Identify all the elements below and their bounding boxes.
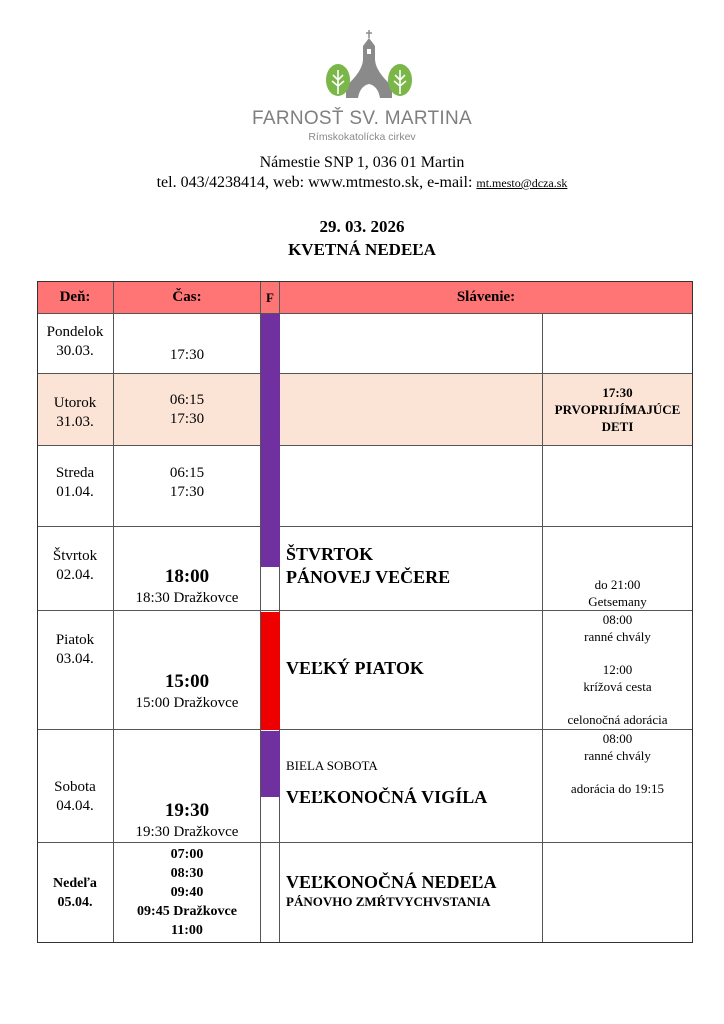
note-line: 08:00 bbox=[602, 731, 633, 746]
table-row-times bbox=[114, 314, 261, 374]
contact-text: tel. 043/4238414, web: www.mtmesto.sk, e-mail: bbox=[156, 174, 477, 191]
day-date: 05.04. bbox=[57, 894, 93, 910]
parish-contact bbox=[0, 174, 724, 192]
table-row-day bbox=[37, 730, 114, 843]
mass-time: 09:45 Dražkovce bbox=[137, 904, 237, 919]
day-name: Piatok bbox=[55, 632, 95, 648]
note-line: ranné chvály bbox=[584, 629, 651, 644]
table-row-celebration bbox=[280, 730, 543, 843]
column-header-time bbox=[114, 281, 261, 314]
liturgical-color-bar-purple bbox=[261, 731, 280, 797]
liturgical-color-bar-red bbox=[261, 612, 280, 730]
table-row-times bbox=[114, 611, 261, 730]
mass-time: 09:40 bbox=[170, 885, 204, 900]
celebration-title: VEĽKÝ PIATOK bbox=[286, 657, 424, 678]
column-header-label: Slávenie: bbox=[456, 288, 516, 305]
parish-subtitle: Rímskokatolícka cirkev bbox=[308, 131, 416, 143]
day-date: 31.03. bbox=[56, 413, 94, 430]
day-name: Štvrtok bbox=[52, 548, 98, 564]
table-row-day bbox=[37, 314, 114, 374]
column-header-label: F bbox=[266, 289, 274, 305]
main-mass-time: 19:30 bbox=[164, 800, 210, 821]
table-row-celebration bbox=[280, 611, 543, 730]
note-line: Getsemany bbox=[588, 594, 647, 609]
table-row-notes bbox=[543, 314, 693, 374]
day-date: 03.04. bbox=[56, 651, 94, 667]
day-name: Nedeľa bbox=[53, 875, 97, 891]
note-line: 17:30 bbox=[602, 385, 633, 400]
day-name: Utorok bbox=[53, 394, 97, 411]
main-mass-time: 15:00 bbox=[164, 671, 210, 692]
email-link[interactable]: mt.mesto@dcza.sk bbox=[476, 176, 568, 190]
table-row-times bbox=[114, 730, 261, 843]
table-row-times bbox=[114, 843, 261, 943]
table-row-day bbox=[37, 611, 114, 730]
day-name: Streda bbox=[55, 465, 95, 481]
celebration-title: VEĽKONOČNÁ VIGÍLA bbox=[286, 787, 488, 807]
table-row-celebration bbox=[280, 843, 543, 943]
celebration-title: ŠTVRTOK bbox=[286, 543, 374, 564]
table-row-notes bbox=[543, 730, 693, 843]
column-header-color bbox=[261, 281, 280, 314]
schedule-table bbox=[37, 281, 693, 943]
table-row-times bbox=[114, 446, 261, 527]
column-header-celebration bbox=[280, 281, 693, 314]
column-header-label: Deň: bbox=[59, 288, 91, 305]
table-row-notes bbox=[543, 374, 693, 446]
note-line: do 21:00 bbox=[594, 577, 641, 592]
table-row-celebration bbox=[280, 314, 543, 374]
table-row-day bbox=[37, 527, 114, 611]
celebration-title: PÁNOVEJ VEČERE bbox=[286, 566, 451, 587]
table-row-day bbox=[37, 843, 114, 943]
note-line: celonočná adorácia bbox=[567, 712, 668, 727]
mass-time: 17:30 bbox=[169, 347, 205, 363]
note-line: 12:00 bbox=[602, 662, 633, 677]
mass-time: 11:00 bbox=[171, 923, 203, 938]
church-with-trees-icon bbox=[322, 28, 416, 100]
table-row-celebration bbox=[280, 374, 543, 446]
note-line: PRVOPRIJÍMAJÚCE bbox=[554, 402, 681, 417]
day-date: 01.04. bbox=[56, 484, 94, 500]
parish-name: FARNOSŤ SV. MARTINA bbox=[251, 108, 473, 129]
note-line: ranné chvály bbox=[584, 748, 651, 763]
celebration-pretitle: BIELA SOBOTA bbox=[286, 758, 378, 773]
table-row-day bbox=[37, 446, 114, 527]
secondary-mass-time: 18:30 Dražkovce bbox=[135, 590, 239, 606]
main-mass-time: 18:00 bbox=[164, 566, 210, 587]
celebration-title: VEĽKONOČNÁ NEDEĽA bbox=[286, 872, 497, 892]
column-header-day bbox=[37, 281, 114, 314]
day-date: 04.04. bbox=[56, 798, 94, 814]
mass-time: 06:15 bbox=[169, 391, 205, 408]
parish-address: Námestie SNP 1, 036 01 Martin bbox=[259, 154, 465, 171]
celebration-subtitle: PÁNOVHO ZMŔTVYCHVSTANIA bbox=[286, 894, 491, 909]
table-row-celebration bbox=[280, 527, 543, 611]
mass-time: 06:15 bbox=[169, 465, 205, 481]
liturgical-color-cell bbox=[261, 843, 280, 943]
table-row-times bbox=[114, 374, 261, 446]
table-row-notes bbox=[543, 611, 693, 730]
day-date: 30.03. bbox=[56, 343, 94, 359]
note-line: DETI bbox=[601, 419, 634, 434]
table-row-celebration bbox=[280, 446, 543, 527]
mass-time: 07:00 bbox=[170, 847, 204, 862]
table-row-notes bbox=[543, 527, 693, 611]
day-name: Sobota bbox=[54, 779, 96, 795]
mass-time: 08:30 bbox=[170, 866, 204, 881]
day-date: 02.04. bbox=[56, 567, 94, 583]
mass-time: 17:30 bbox=[169, 484, 205, 500]
secondary-mass-time: 15:00 Dražkovce bbox=[135, 695, 239, 711]
secondary-mass-time: 19:30 Dražkovce bbox=[135, 824, 239, 840]
mass-time: 17:30 bbox=[169, 410, 205, 427]
note-line: adorácia do 19:15 bbox=[570, 781, 665, 796]
table-row-times bbox=[114, 527, 261, 611]
bulletin-date: 29. 03. 2026 bbox=[319, 217, 405, 236]
liturgical-color-bar-purple bbox=[261, 314, 280, 567]
day-name: Pondelok bbox=[46, 324, 104, 340]
table-row-notes bbox=[543, 446, 693, 527]
note-line: 08:00 bbox=[602, 612, 633, 627]
table-row-notes bbox=[543, 843, 693, 943]
bulletin-feast: KVETNÁ NEDEĽA bbox=[288, 240, 436, 259]
column-header-label: Čas: bbox=[172, 288, 202, 305]
note-line: krížová cesta bbox=[583, 679, 652, 694]
table-row-day bbox=[37, 374, 114, 446]
